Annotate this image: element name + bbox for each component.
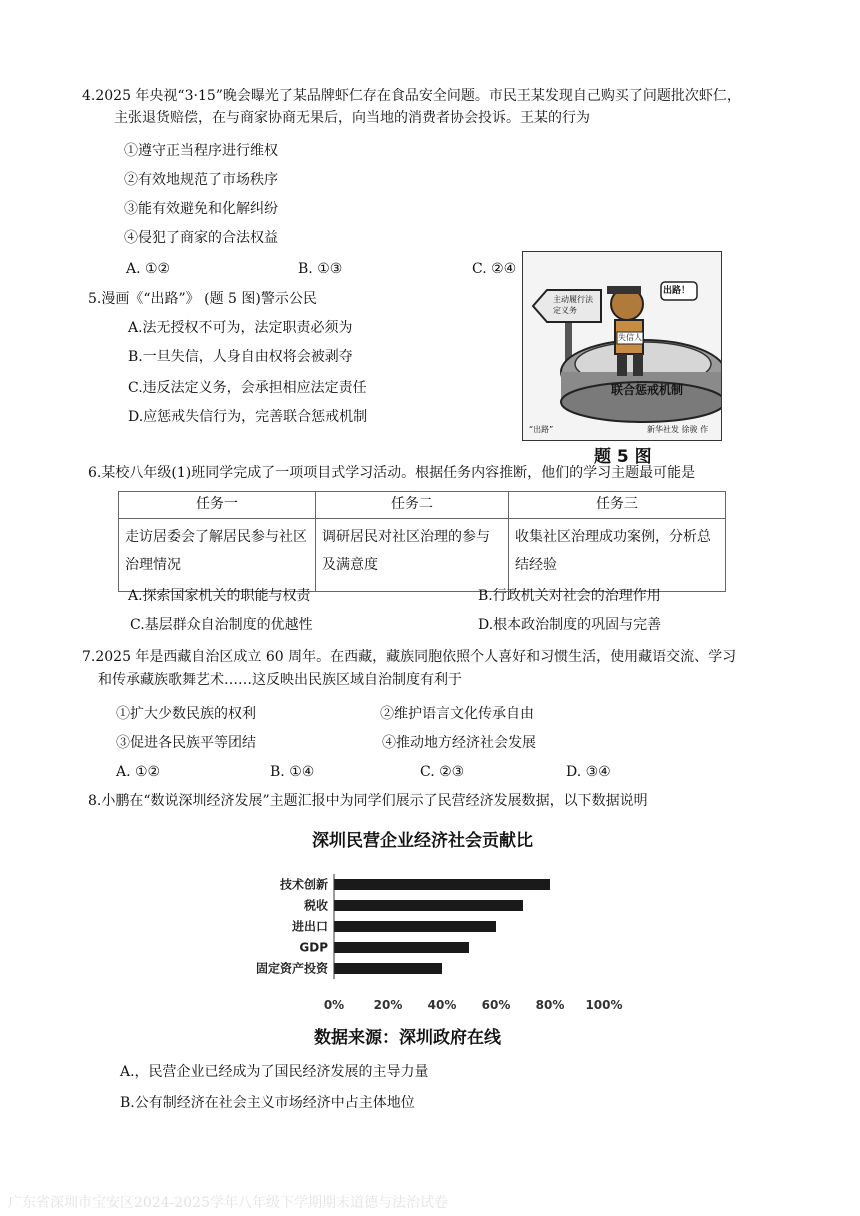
q4-stem-line1: 4.2025 年央视“3·15”晚会曝光了某品牌虾仁存在食品安全问题。市民王某发现自己购买了问题批次虾仁，: [82, 88, 741, 104]
cartoon-caption-right: 新华社发 徐骏 作: [647, 425, 709, 434]
q6-option-c: C.基层群众自治制度的优越性: [130, 617, 313, 633]
q7-option-c: C. ②③: [420, 764, 465, 780]
q5-option-a: A.法无授权不可为，法定职责必须为: [128, 320, 353, 336]
task-header-1: 任务一: [119, 492, 316, 519]
cartoon-caption-left: “出路”: [529, 425, 554, 434]
q7-stem-line2: 和传承藏族歌舞艺术……这反映出民族区域自治制度有利于: [98, 672, 462, 688]
footer-watermark: 广东省深圳市宝安区2024-2025学年八年级下学期期末道德与法治试卷: [8, 1195, 448, 1211]
q5-cartoon: [522, 251, 722, 441]
x-tick-label: 80%: [535, 998, 565, 1012]
cartoon-badge-text: 失信人: [618, 333, 642, 342]
q5-option-d: D.应惩戒失信行为，完善联合惩戒机制: [128, 409, 368, 425]
q7-option-b: B. ①④: [270, 764, 315, 780]
q8-stem: 8.小鹏在“数说深圳经济发展”主题汇报中为同学们展示了民营经济发展数据，以下数据说明: [88, 793, 648, 809]
q4-item-4: ④侵犯了商家的合法权益: [124, 230, 278, 246]
x-tick-label: 20%: [373, 998, 403, 1012]
category-label: 固定资产投资: [255, 961, 328, 976]
q7-item-2: ②维护语言文化传承自由: [380, 706, 534, 722]
category-label: 进出口: [291, 919, 328, 934]
q7-option-d: D. ③④: [566, 764, 611, 780]
q7-item-3: ③促进各民族平等团结: [116, 735, 256, 751]
cartoon-sign-text: 主动履行法定义务: [553, 295, 593, 315]
q7-option-a: A. ①②: [116, 764, 161, 780]
q4-item-2: ②有效地规范了市场秩序: [124, 172, 278, 188]
bar: [334, 963, 442, 974]
contribution-bar-chart: [240, 866, 640, 1016]
q7-stem-line1: 7.2025 年是西藏自治区成立 60 周年。在西藏，藏族同胞依照个人喜好和习惯生活，使用藏语交流、学习: [82, 649, 737, 665]
x-tick-label: 0%: [323, 998, 345, 1012]
q5-option-c: C.违反法定义务，会承担相应法定责任: [128, 380, 367, 396]
q4-option-a: A. ①②: [126, 261, 171, 277]
q6-option-d: D.根本政治制度的巩固与完善: [478, 617, 662, 633]
bar: [334, 942, 469, 953]
task-header-3: 任务三: [509, 492, 726, 519]
q4-item-3: ③能有效避免和化解纠纷: [124, 201, 278, 217]
task-cell-3: 收集社区治理成功案例，分析总结经验: [509, 519, 726, 592]
chart-title: 深圳民营企业经济社会贡献比: [312, 831, 533, 851]
x-tick-label: 60%: [481, 998, 511, 1012]
q8-option-b: B.公有制经济在社会主义市场经济中占主体地位: [120, 1095, 415, 1111]
x-tick-label: 40%: [427, 998, 457, 1012]
q4-option-c: C. ②④: [472, 261, 517, 277]
chart-source: 数据来源：深圳政府在线: [314, 1028, 501, 1048]
category-label: 税收: [303, 898, 328, 913]
q8-option-a: A.，民营企业已经成为了国民经济发展的主导力量: [120, 1064, 429, 1080]
cartoon-ring-text: 联合惩戒机制: [611, 383, 684, 397]
bar: [334, 900, 523, 911]
x-tick-label: 100%: [585, 998, 623, 1012]
q5-stem: 5.漫画《“出路”》 (题 5 图)警示公民: [88, 291, 317, 307]
q5-figure-caption: 题 5 图: [594, 447, 652, 467]
q5-option-b: B.一旦失信，人身自由权将会被剥夺: [128, 349, 353, 365]
q7-item-4: ④推动地方经济社会发展: [382, 735, 536, 751]
task-cell-1: 走访居委会了解居民参与社区治理情况: [119, 519, 316, 592]
q6-option-b: B.行政机关对社会的治理作用: [478, 588, 661, 604]
q7-item-1: ①扩大少数民族的权利: [116, 706, 256, 722]
q6-stem: 6.某校八年级(1)班同学完成了一项项目式学习活动。根据任务内容推断，他们的学习主题最可能是: [88, 465, 696, 481]
task-header-2: 任务二: [316, 492, 509, 519]
task-cell-2: 调研居民对社区治理的参与及满意度: [316, 519, 509, 592]
cartoon-bubble-text: 出路！: [663, 286, 691, 296]
q4-option-b: B. ①③: [298, 261, 343, 277]
q6-option-a: A.探索国家机关的职能与权责: [128, 588, 311, 604]
q4-item-1: ①遵守正当程序进行维权: [124, 143, 278, 159]
category-label: 技术创新: [279, 877, 328, 892]
q6-task-table: [118, 491, 726, 592]
bar: [334, 921, 496, 932]
q4-stem-line2: 主张退货赔偿，在与商家协商无果后，向当地的消费者协会投诉。王某的行为: [114, 110, 590, 126]
bar: [334, 879, 550, 890]
category-label: GDP: [299, 940, 328, 955]
